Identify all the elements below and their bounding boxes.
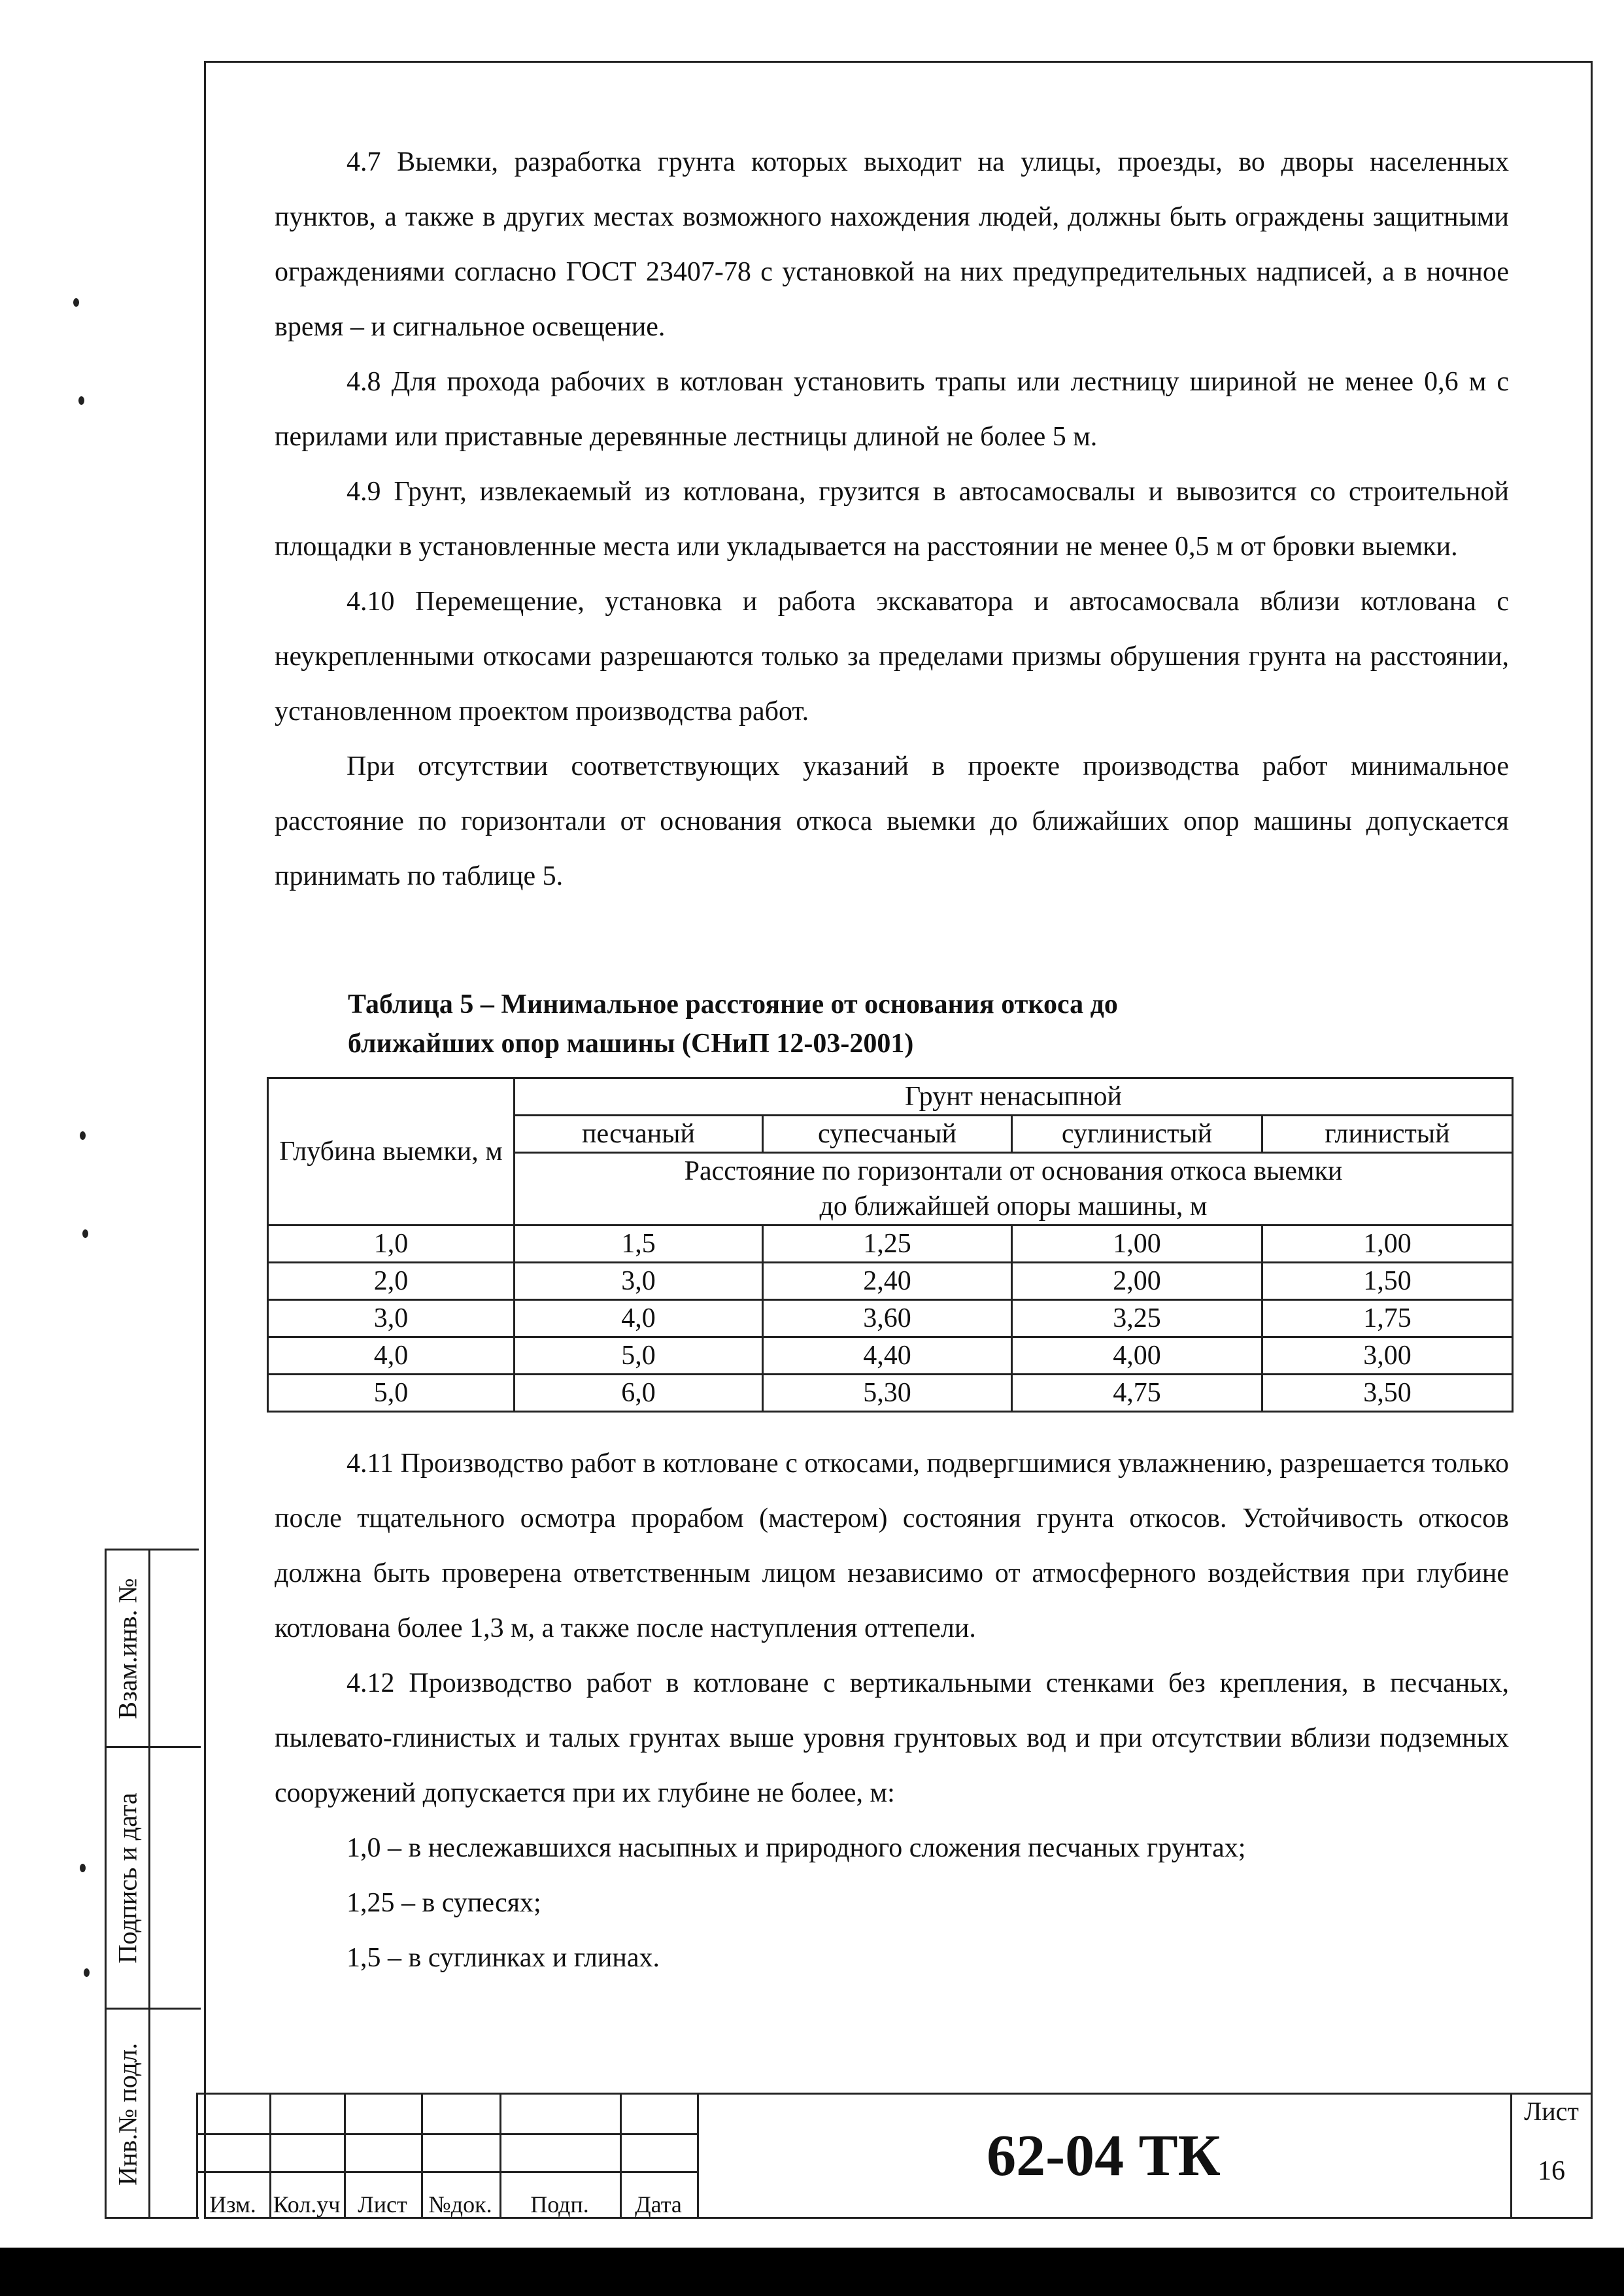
stamp-header-ndok: №док. <box>428 2191 492 2218</box>
table-caption-line2: ближайших опор машины (СНиП 12-03-2001) <box>348 1029 914 1059</box>
soil-type: супесчаный <box>763 1116 1012 1153</box>
side-label-inv: Инв.№ подл. <box>112 2043 143 2185</box>
cell-value: 4,00 <box>1012 1337 1262 1375</box>
cell-value: 4,75 <box>1012 1375 1262 1412</box>
side-label-podpis: Подпись и дата <box>112 1792 143 1964</box>
paragraph-4-7: 4.7 Выемки, разработка грунта которых выходит на улицы, проезды, во дворы населенных пунктов, а также в других местах возможного нахождения людей, должны быть ограждены защитными ограждениями согласно ГОСТ 23407-78 с установкой на них предупредительных надписей, а в ночное время – и сигнальное освещение. <box>275 147 1509 342</box>
stamp-header-list: Лист <box>358 2191 407 2218</box>
table-header-row <box>268 1078 1513 1116</box>
body-text-top <box>275 135 1509 904</box>
cell-value: 1,00 <box>1262 1225 1513 1263</box>
paragraph-4-8: 4.8 Для прохода рабочих в котлован установить трапы или лестницу шириной не менее 0,6 м с перилами или приставные деревянные лестницы длиной не более 5 м. <box>275 367 1509 452</box>
title-block <box>196 2093 1593 2219</box>
cell-depth: 5,0 <box>268 1375 515 1412</box>
soil-header: Грунт ненасыпной <box>515 1078 1513 1116</box>
cell-value: 3,00 <box>1262 1337 1513 1375</box>
cell-depth: 3,0 <box>268 1300 515 1337</box>
cell-value: 4,40 <box>763 1337 1012 1375</box>
cell-value: 1,25 <box>763 1225 1012 1263</box>
side-cell-inv <box>107 2010 201 2219</box>
cell-value: 2,40 <box>763 1263 1012 1300</box>
table-row <box>268 1375 1513 1412</box>
side-cell-podpis <box>107 1748 201 2010</box>
side-strip <box>105 1549 199 2219</box>
cell-depth: 4,0 <box>268 1337 515 1375</box>
cell-value: 3,0 <box>515 1263 763 1300</box>
stamp-header-izm: Изм. <box>209 2191 256 2218</box>
paragraph-4-9: 4.9 Грунт, извлекаемый из котлована, грузится в автосамосвалы и вывозится со строительной площадки в установленные места или укладывается на расстоянии не менее 0,5 м от бровки выемки. <box>275 477 1509 562</box>
cell-value: 1,75 <box>1262 1300 1513 1337</box>
scan-speck <box>82 1229 88 1238</box>
paragraph-4-12: 4.12 Производство работ в котловане с вертикальными стенками без крепления, в песчаных, пылевато-глинистых и талых грунтах выше уровня грунтовых вод и при отсутствии вблизи подземных сооружений допускается при их глубине не более, м: <box>275 1668 1509 1808</box>
sheet-label: Лист <box>1524 2097 1579 2126</box>
cell-value: 3,50 <box>1262 1375 1513 1412</box>
table-row <box>268 1225 1513 1263</box>
cell-value: 2,00 <box>1012 1263 1262 1300</box>
list-item: 1,25 – в супесях; <box>347 1888 541 1918</box>
paragraph-4-11: 4.11 Производство работ в котловане с откосами, подвергшимися увлажнению, разрешается только после тщательного осмотра прорабом (мастером) состояния грунта откосов. Устойчивость откосов должна быть проверена ответственным лицом независимо от атмосферного воздействия при глубине котлована более 1,3 м, а также после наступления оттепели. <box>275 1448 1509 1643</box>
document-code: 62-04 ТК <box>987 2123 1221 2188</box>
list-item: 1,0 – в неслежавшихся насыпных и природного сложения песчаных грунтах; <box>347 1833 1246 1863</box>
cell-depth: 2,0 <box>268 1263 515 1300</box>
cell-value: 5,30 <box>763 1375 1012 1412</box>
soil-type: песчаный <box>515 1116 763 1153</box>
stamp-header-kol-uch: Кол.уч <box>273 2191 341 2218</box>
table-caption-line1: Таблица 5 – Минимальное расстояние от основания откоса до <box>348 989 1118 1019</box>
table-row <box>268 1337 1513 1375</box>
stamp-header-data: Дата <box>635 2191 682 2218</box>
paragraph-4-10: 4.10 Перемещение, установка и работа экскаватора и автосамосвала вблизи котлована с неукрепленными откосами разрешаются только за пределами призмы обрушения грунта на расстоянии, установленном проектом производства работ. <box>275 587 1509 727</box>
paragraph-table-intro: При отсутствии соответствующих указаний в проекте производства работ минимальное расстояние по горизонтали от основания откоса выемки до ближайших опор машины допускается принимать по таблице 5. <box>275 751 1509 891</box>
body-text-bottom <box>275 1436 1509 1985</box>
distance-header <box>515 1153 1513 1225</box>
cell-depth: 1,0 <box>268 1225 515 1263</box>
soil-type: глинистый <box>1262 1116 1513 1153</box>
table-caption <box>348 985 1459 1063</box>
sheet-number: 16 <box>1538 2156 1565 2186</box>
distance-header-line2: до ближайшей опоры машины, м <box>819 1191 1208 1222</box>
scan-bottom-edge <box>0 2248 1624 2296</box>
scan-speck <box>73 298 79 307</box>
cell-value: 3,25 <box>1012 1300 1262 1337</box>
depth-header: Глубина выемки, м <box>268 1078 515 1225</box>
soil-type: суглинистый <box>1012 1116 1262 1153</box>
scan-speck <box>78 396 84 405</box>
cell-value: 6,0 <box>515 1375 763 1412</box>
list-item: 1,5 – в суглинках и глинах. <box>347 1943 660 1973</box>
stamp-header-podp: Подп. <box>530 2191 589 2218</box>
scan-speck <box>80 1864 86 1872</box>
cell-value: 1,00 <box>1012 1225 1262 1263</box>
side-cell-vzam <box>107 1551 201 1748</box>
table-row <box>268 1263 1513 1300</box>
distance-table <box>267 1077 1514 1413</box>
scan-speck <box>84 1968 90 1977</box>
scan-speck <box>80 1131 86 1140</box>
cell-value: 3,60 <box>763 1300 1012 1337</box>
cell-value: 1,5 <box>515 1225 763 1263</box>
table-row <box>268 1300 1513 1337</box>
distance-header-line1: Расстояние по горизонтали от основания откоса выемки <box>684 1156 1343 1186</box>
cell-value: 4,0 <box>515 1300 763 1337</box>
cell-value: 5,0 <box>515 1337 763 1375</box>
side-label-vzam: Взам.инв. № <box>112 1577 143 1719</box>
cell-value: 1,50 <box>1262 1263 1513 1300</box>
